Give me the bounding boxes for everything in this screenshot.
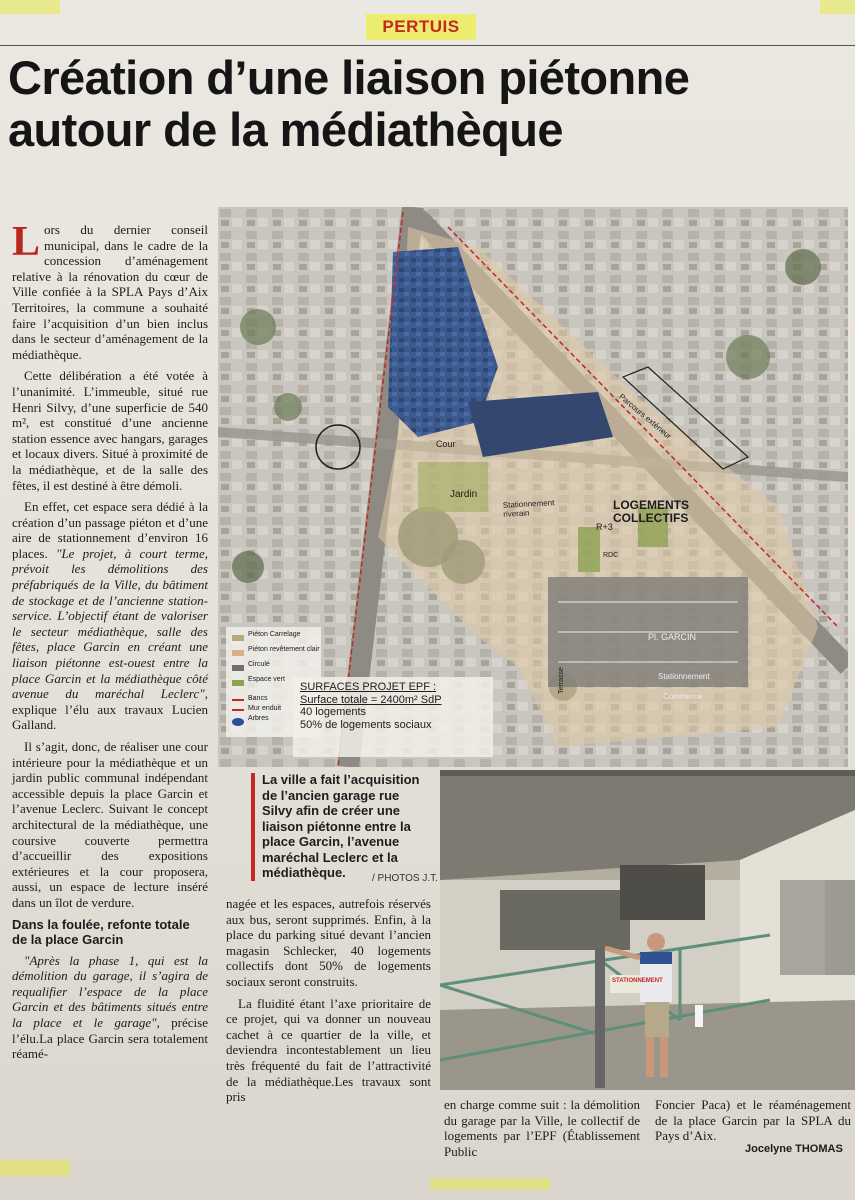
article-column-4 bbox=[655, 1097, 851, 1150]
paragraph: En effet, cet espace sera dédié à la création d’un passage piéton et d’une aire de stationnement d’environ 16 places. "Le projet, à court terme, prévoit les démolitions des préfabriqués de la Ville, du bâtiment de stockage et de l’ancienne station-service. L’objectif étant de valoriser le secteur médiathèque, salle des fêtes, place Garcin en créant une liaison piétonne est-ouest entre la place Garcin et la médiathèque côté avenue du maréchal Leclerc", explique l’élu aux travaux Lucien Galland. bbox=[12, 499, 209, 733]
map-label-commerce: Commerce bbox=[663, 692, 703, 701]
map-label-stationnement: Stationnement riverain bbox=[502, 498, 555, 519]
map-label-stationnement-2: Stationnement bbox=[658, 672, 710, 681]
map-label-rdc: RDC bbox=[603, 552, 619, 559]
article-column-2 bbox=[226, 896, 431, 1111]
headline-line-1: Création d’une liaison piétonne bbox=[8, 51, 690, 104]
highlighter-mark bbox=[0, 1160, 70, 1176]
header-rule bbox=[0, 45, 855, 46]
paragraph: Cette délibération a été votée à l’unanimité. L’immeuble, situé rue Henri Silvy, d’une superficie de 540 m², est constitué d’une ancienne station essence avec hangars, garages et locaux divers. Situé à proximité de la médiathèque, et de la salle des fêtes, il est destiné à être démoli. bbox=[12, 368, 208, 493]
paragraph: en charge comme suit : la démolition du garage par la Ville, le collectif de logements par l’EPF (Établissement Public bbox=[444, 1097, 640, 1159]
map-label-terrasse: Terrasse bbox=[557, 667, 565, 694]
dropcap: L bbox=[12, 219, 41, 265]
photo-caption: La ville a fait l’acquisition de l’ancien garage rue Silvy afin de créer une liaison piétonne entre la place Garcin, l’avenue maréchal Leclerc et la médiathèque. bbox=[262, 772, 420, 880]
surfaces-title: SURFACES PROJET EPF : bbox=[300, 681, 437, 693]
legend-item: Arbres bbox=[248, 715, 269, 722]
gate-sign: STATIONNEMENT bbox=[612, 978, 663, 984]
highlighter-mark bbox=[0, 0, 60, 14]
photo-drawing bbox=[440, 770, 855, 1090]
surfaces-line: 50% de logements sociaux bbox=[300, 718, 432, 731]
site-plan-map bbox=[218, 207, 848, 767]
map-label-r3: R+3 bbox=[596, 522, 613, 532]
article-column-1 bbox=[12, 219, 209, 1068]
article-column-3 bbox=[444, 1097, 640, 1165]
map-label-jardin: Jardin bbox=[450, 489, 478, 500]
paragraph: Il s’agit, donc, de réaliser une cour intérieure pour la médiathèque et un jardin public communal indépendant accessible depuis la place Garcin et l’avenue Leclerc. Suivant le concept architectural de la médiathèque, une coursive couverte permettra d’accueillir des expositions extérieures et la cour proposera, aussi, un espace de lecture inséré dans un îlot de verdure. bbox=[12, 739, 208, 910]
map-label-place: Pl. GARCIN bbox=[648, 632, 697, 642]
surfaces-line: 40 logements bbox=[300, 706, 367, 718]
surfaces-box bbox=[300, 681, 490, 731]
headline-line-2: autour de la médiathèque bbox=[8, 103, 563, 156]
lead-paragraph: Lors du dernier conseil municipal, dans le cadre de la concession d’aménagement relative à la rénovation du cœur de Ville confiée à la SPLA Pays d’Aix Territoires, la commune a souhaité faire l’acquisition d’un bien inclus dans le secteur d’aménagement de la médiathèque. bbox=[12, 219, 208, 362]
legend-item: Espace vert bbox=[248, 676, 285, 683]
surfaces-line: Surface totale = 2400m² SdP bbox=[300, 693, 442, 706]
highlighter-mark bbox=[430, 1178, 550, 1190]
subheading: Dans la foulée, refonte totale de la place Garcin bbox=[12, 916, 190, 947]
legend-item: Mur enduit bbox=[248, 705, 282, 712]
paragraph: La fluidité étant l’axe prioritaire de ce projet, qui va donner un nouveau cachet à ce quartier de la ville, et deviendra incontestablement un lieu très fréquenté du fait de l’attractivité de la médiathèque.Les travaux sont pris bbox=[226, 995, 431, 1105]
garage-photo bbox=[440, 770, 855, 1090]
headline bbox=[8, 52, 848, 156]
legend-item: Circulé bbox=[248, 661, 270, 668]
map-label-logements: LOGEMENTS COLLECTIFS bbox=[613, 498, 690, 525]
caption-bar bbox=[251, 773, 255, 881]
legend-item: Bancs bbox=[248, 695, 268, 702]
paragraph: Foncier Paca) et le réaménagement de la place Garcin par la SPLA du Pays d’Aix. bbox=[655, 1097, 851, 1144]
paragraph: "Après la phase 1, qui est la démolition du garage, il s’agira de requalifier l’espace de la place Garcin et des bâtiments situés entre la place et le garage", précise l’élu.La place Garcin sera totalement réamé- bbox=[12, 952, 208, 1062]
map-label-cour: Cour bbox=[436, 439, 456, 449]
photo-credit: / PHOTOS J.T. bbox=[372, 873, 438, 884]
paragraph: nagée et les espaces, autrefois réservés aux bus, seront supprimés. Enfin, à la place du parking situé devant l’ancien magasin Schlecker, 40 logements collectifs dont 50% de logements sociaux seront construits. bbox=[226, 896, 431, 989]
legend-item: Piéton revêtement clair bbox=[248, 646, 320, 653]
map-label-parcours: Parcours extérieur bbox=[617, 392, 674, 441]
section-rubric: PERTUIS bbox=[382, 17, 460, 36]
legend-item: Piéton Carrelage bbox=[248, 631, 301, 638]
author-signature: Jocelyne THOMAS bbox=[745, 1143, 843, 1155]
highlighter-mark bbox=[820, 0, 855, 14]
